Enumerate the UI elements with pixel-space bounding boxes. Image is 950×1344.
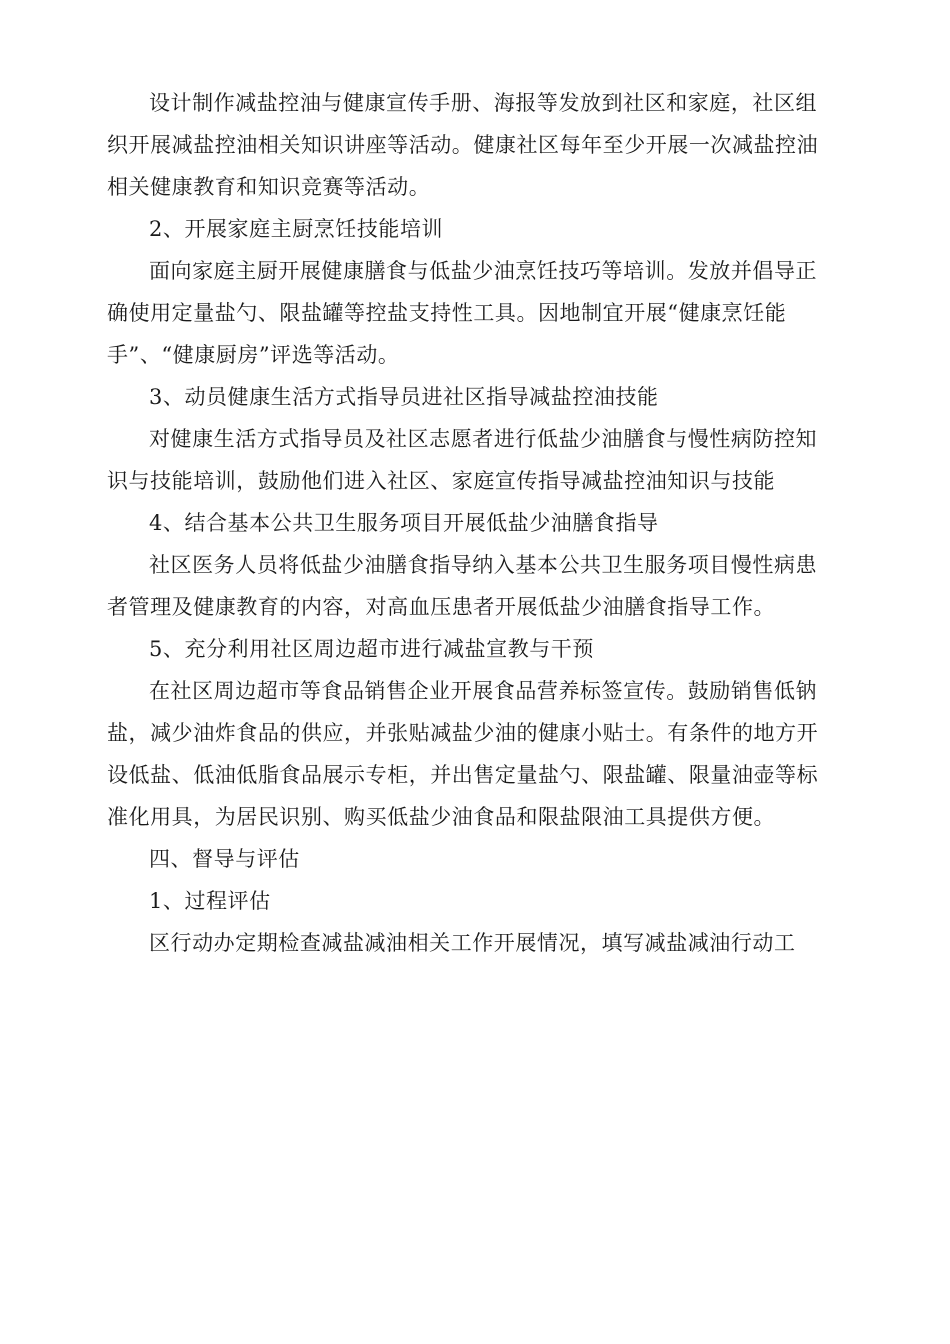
text-line: 社区医务人员将低盐少油膳食指导纳入基本公共卫生服务项目慢性病患 [149, 553, 818, 577]
paragraph-item-3 [107, 418, 857, 502]
section-heading: 四、督导与评估 [149, 847, 300, 871]
heading-section-4 [107, 838, 857, 880]
text-line: 织开展减盐控油相关知识讲座等活动。健康社区每年至少开展一次减盐控油 [107, 133, 819, 157]
text-line: 手”、“健康厨房”评选等活动。 [107, 343, 400, 367]
heading-process-eval [107, 880, 857, 922]
section-heading: 4、结合基本公共卫生服务项目开展低盐少油膳食指导 [149, 511, 659, 535]
text-line: 设低盐、低油低脂食品展示专柜，并出售定量盐勺、限盐罐、限量油壶等标 [107, 763, 819, 787]
text-line: 对健康生活方式指导员及社区志愿者进行低盐少油膳食与慢性病防控知 [149, 427, 818, 451]
heading-item-5 [107, 628, 857, 670]
text-line: 面向家庭主厨开展健康膳食与低盐少油烹饪技巧等培训。发放并倡导正 [149, 259, 818, 283]
document-body [107, 82, 857, 964]
section-heading: 2、开展家庭主厨烹饪技能培训 [149, 217, 444, 241]
section-heading: 3、动员健康生活方式指导员进社区指导减盐控油技能 [149, 385, 659, 409]
text-line: 准化用具，为居民识别、购买低盐少油食品和限盐限油工具提供方便。 [107, 805, 776, 829]
heading-item-2 [107, 208, 857, 250]
text-line: 区行动办定期检查减盐减油相关工作开展情况，填写减盐减油行动工 [149, 931, 796, 955]
section-heading: 1、过程评估 [149, 889, 271, 913]
text-line: 识与技能培训，鼓励他们进入社区、家庭宣传指导减盐控油知识与技能 [107, 469, 776, 493]
text-line: 相关健康教育和知识竞赛等活动。 [107, 175, 431, 199]
heading-item-3 [107, 376, 857, 418]
paragraph-item-2 [107, 250, 857, 376]
text-line: 在社区周边超市等食品销售企业开展食品营养标签宣传。鼓励销售低钠 [149, 679, 818, 703]
text-line: 盐，减少油炸食品的供应，并张贴减盐少油的健康小贴士。有条件的地方开 [107, 721, 819, 745]
paragraph-item-4 [107, 544, 857, 628]
heading-item-4 [107, 502, 857, 544]
paragraph-item-5 [107, 670, 857, 838]
paragraph-intro [107, 82, 857, 208]
text-line: 确使用定量盐勺、限盐罐等控盐支持性工具。因地制宜开展“健康烹饪能 [107, 301, 787, 325]
text-line: 设计制作减盐控油与健康宣传手册、海报等发放到社区和家庭，社区组 [149, 91, 818, 115]
paragraph-process-eval [107, 922, 857, 964]
text-line: 者管理及健康教育的内容，对高血压患者开展低盐少油膳食指导工作。 [107, 595, 776, 619]
section-heading: 5、充分利用社区周边超市进行减盐宣教与干预 [149, 637, 594, 661]
